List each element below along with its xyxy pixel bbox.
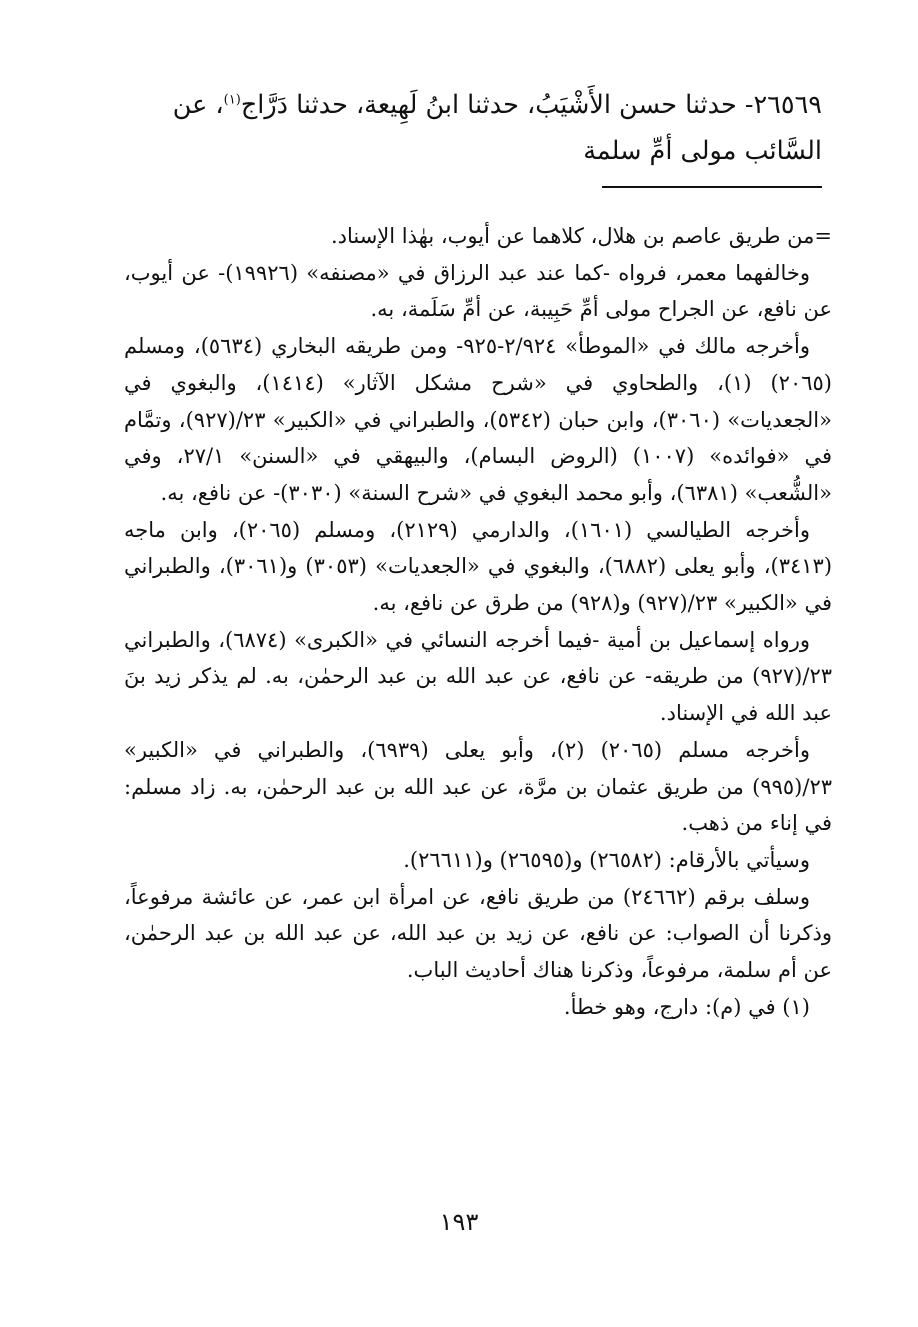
footnote-marker: (١)	[223, 92, 241, 108]
commentary-paragraph-7: وسيأتي بالأرقام: (٢٦٥٨٢) و(٢٦٥٩٥) و(٢٦٦١١).	[403, 847, 810, 872]
footnote-separator	[602, 186, 822, 188]
commentary-paragraph-2: وخالفهما معمر، فرواه -كما عند عبد الرزاق في «مصنفه» (١٩٩٢٦)- عن أيوب، عن نافع، عن الجراح مولى أمِّ حَبِيبة، عن أمِّ سَلَمة، به.	[124, 260, 832, 322]
hadith-line-1-text: ٢٦٥٦٩- حدثنا حسن الأَشْيَبُ، حدثنا ابنُ لَهِيعة، حدثنا دَرَّاج	[240, 90, 822, 120]
commentary-paragraph-8: وسلف برقم (٢٤٦٦٢) من طريق نافع، عن امرأة ابن عمر، عن عائشة مرفوعاً، وذكرنا أن الصواب: عن نافع، عن زيد بن عبد الله، عن عبد الله بن عبد الرحمٰن، عن أم سلمة، مرفوعاً، وذكرنا هناك أحاديث الباب.	[124, 884, 832, 983]
commentary-paragraph-6: وأخرجه مسلم (٢٠٦٥) (٢)، وأبو يعلى (٦٩٣٩)، والطبراني في «الكبير» ٢٣/(٩٩٥) من طريق عثمان بن مرَّة، عن عبد الله بن عبد الرحمٰن، به. زاد مسلم: في إناء من ذهب.	[124, 737, 832, 836]
hadith-text	[124, 82, 822, 174]
commentary-paragraph-1: =من طريق عاصم بن هلال، كلاهما عن أيوب، بهٰذا الإسناد.	[330, 224, 832, 248]
hadith-line-1-tail: ، عن	[172, 90, 224, 120]
commentary-notes	[124, 218, 832, 1025]
hadith-line-2: السَّائب مولى أمِّ سلمة	[583, 136, 822, 166]
commentary-paragraph-3: وأخرجه مالك في «الموطأ» ٢/٩٢٤-٩٢٥- ومن طريقه البخاري (٥٦٣٤)، ومسلم (٢٠٦٥) (١)، والطحاوي في «شرح مشكل الآثار» (١٤١٤)، والبغوي في «الجعديات» (٣٠٦٠)، وابن حبان (٥٣٤٢)، والطبراني في «الكبير» ٢٣/(٩٢٧)، وتمَّام في «فوائده» (١٠٠٧) (الروض البسام)، والبيهقي في «السنن» ٢٧/١، وفي «الشُّعب» (٦٣٨١)، وأبو محمد البغوي في «شرح السنة» (٣٠٣٠)- عن نافع، به.	[124, 334, 833, 505]
footnote: (١) في (م): دارج، وهو خطأ.	[563, 994, 810, 1019]
hadith-line-1	[124, 82, 822, 128]
commentary-paragraph-4: وأخرجه الطيالسي (١٦٠١)، والدارمي (٢١٢٩)، ومسلم (٢٠٦٥)، وابن ماجه (٣٤١٣)، وأبو يعلى (٦٨٨٢)، والبغوي في «الجعديات» (٣٠٥٣) و(٣٠٦١)، والطبراني في «الكبير» ٢٣/(٩٢٧) و(٩٢٨) من طرق عن نافع، به.	[124, 517, 833, 616]
commentary-paragraph-5: ورواه إسماعيل بن أمية -فيما أخرجه النسائي في «الكبرى» (٦٨٧٤)، والطبراني ٢٣/(٩٢٧) من طريقه- عن نافع، عن عبد الله بن عبد الرحمٰن، به. لم يذكر زيد بنَ عبد الله في الإسناد.	[124, 627, 832, 726]
page-number: ١٩٣	[439, 1208, 479, 1236]
